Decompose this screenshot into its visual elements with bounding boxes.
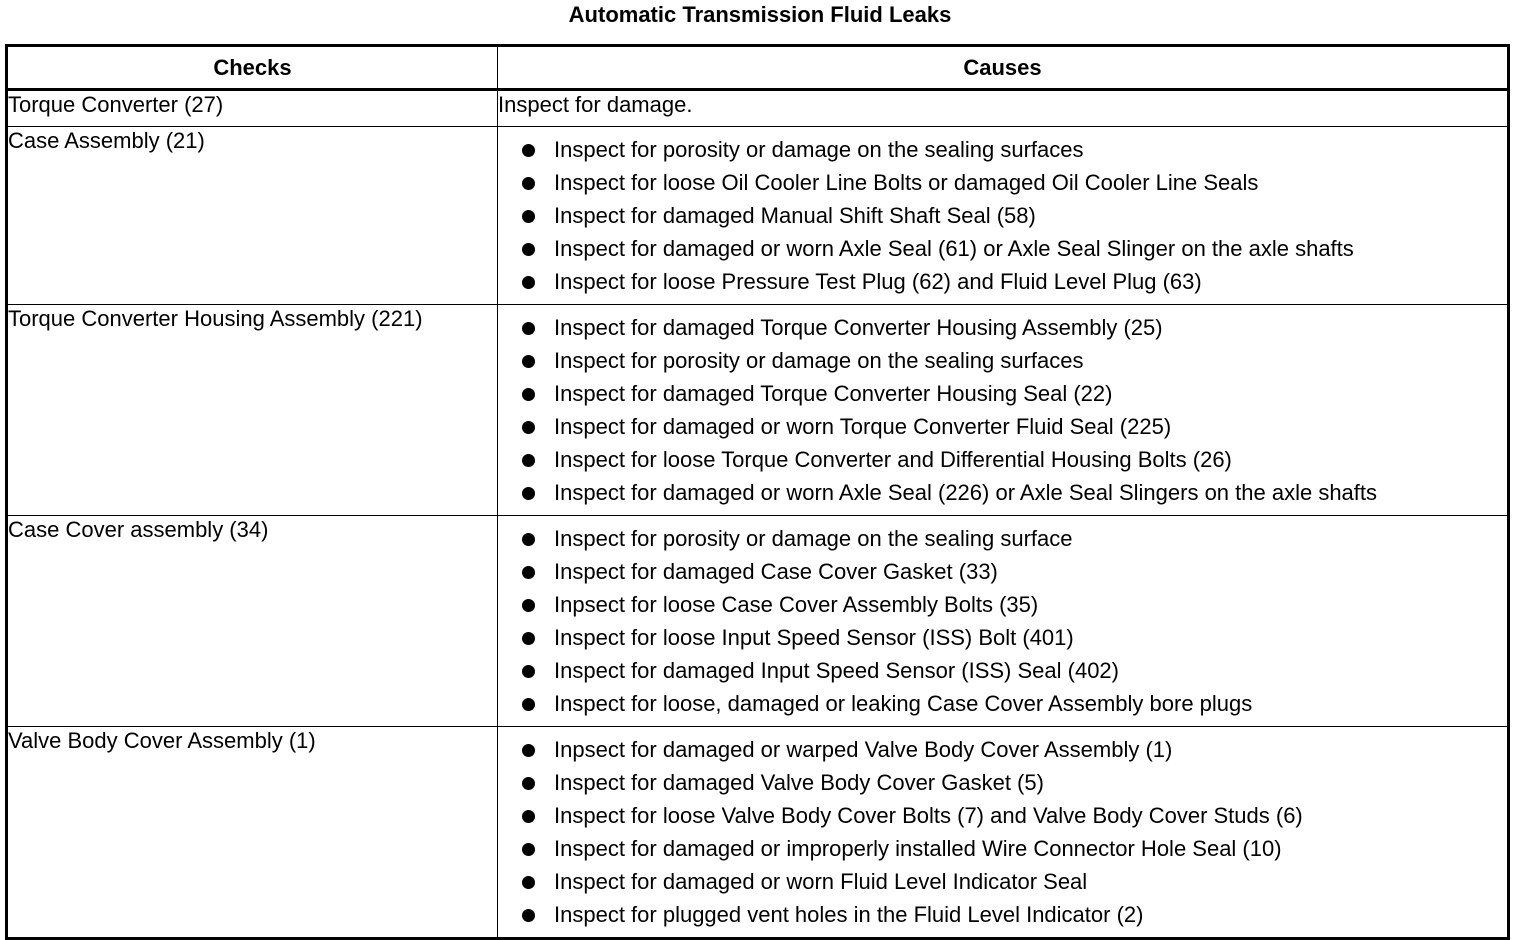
cause-item: Inspect for loose Torque Converter and Differential Housing Bolts (26): [498, 444, 1507, 477]
cause-list: [498, 305, 1507, 515]
cause-list: [498, 727, 1507, 937]
check-cell: Valve Body Cover Assembly (1): [7, 727, 498, 939]
cause-cell: [498, 305, 1509, 516]
cause-list: [498, 127, 1507, 304]
table-row: [7, 90, 1509, 127]
cause-item: Inspect for damaged Manual Shift Shaft Seal (58): [498, 200, 1507, 233]
cause-item: Inpsect for damaged or warped Valve Body Cover Assembly (1): [498, 734, 1507, 767]
cause-item: Inspect for damaged or worn Axle Seal (61) or Axle Seal Slinger on the axle shafts: [498, 233, 1507, 266]
check-cell: Torque Converter (27): [7, 90, 498, 127]
cause-item: Inspect for plugged vent holes in the Fluid Level Indicator (2): [498, 899, 1507, 932]
cause-item: Inspect for damaged Case Cover Gasket (33): [498, 556, 1507, 589]
table-row: [7, 727, 1509, 939]
cause-cell: Inspect for damage.: [498, 90, 1509, 127]
header-row: [7, 46, 1509, 90]
cause-cell: [498, 727, 1509, 939]
check-cell: Case Assembly (21): [7, 127, 498, 305]
checks-header: Checks: [7, 46, 498, 90]
cause-cell: [498, 127, 1509, 305]
cause-item: Inpsect for loose Case Cover Assembly Bolts (35): [498, 589, 1507, 622]
cause-list: [498, 516, 1507, 726]
table-row: [7, 305, 1509, 516]
page-title: Automatic Transmission Fluid Leaks: [568, 2, 952, 27]
cause-item: Inspect for loose Input Speed Sensor (ISS) Bolt (401): [498, 622, 1507, 655]
cause-item: Inspect for loose Oil Cooler Line Bolts or damaged Oil Cooler Line Seals: [498, 167, 1507, 200]
causes-header: Causes: [498, 46, 1509, 90]
cause-item: Inspect for loose Pressure Test Plug (62) and Fluid Level Plug (63): [498, 266, 1507, 299]
cause-item: Inspect for damaged or worn Torque Converter Fluid Seal (225): [498, 411, 1507, 444]
cause-item: Inspect for damaged or worn Axle Seal (226) or Axle Seal Slingers on the axle shafts: [498, 477, 1507, 510]
cause-item: Inspect for damaged Input Speed Sensor (ISS) Seal (402): [498, 655, 1507, 688]
table-row: [7, 516, 1509, 727]
fluid-leaks-table: [5, 44, 1510, 940]
cause-item: Inspect for damaged Valve Body Cover Gasket (5): [498, 767, 1507, 800]
cause-item: Inspect for loose, damaged or leaking Case Cover Assembly bore plugs: [498, 688, 1507, 721]
cause-item: Inspect for loose Valve Body Cover Bolts (7) and Valve Body Cover Studs (6): [498, 800, 1507, 833]
table-row: [7, 127, 1509, 305]
cause-item: Inspect for porosity or damage on the sealing surfaces: [498, 345, 1507, 378]
cause-item: Inspect for damaged or worn Fluid Level Indicator Seal: [498, 866, 1507, 899]
cause-item: Inspect for damaged or improperly installed Wire Connector Hole Seal (10): [498, 833, 1507, 866]
cause-item: Inspect for porosity or damage on the sealing surface: [498, 523, 1507, 556]
cause-cell: [498, 516, 1509, 727]
check-cell: Case Cover assembly (34): [7, 516, 498, 727]
cause-item: Inspect for porosity or damage on the sealing surfaces: [498, 134, 1507, 167]
cause-item: Inspect for damaged Torque Converter Housing Assembly (25): [498, 312, 1507, 345]
cause-item: Inspect for damaged Torque Converter Housing Seal (22): [498, 378, 1507, 411]
check-cell: Torque Converter Housing Assembly (221): [7, 305, 498, 516]
